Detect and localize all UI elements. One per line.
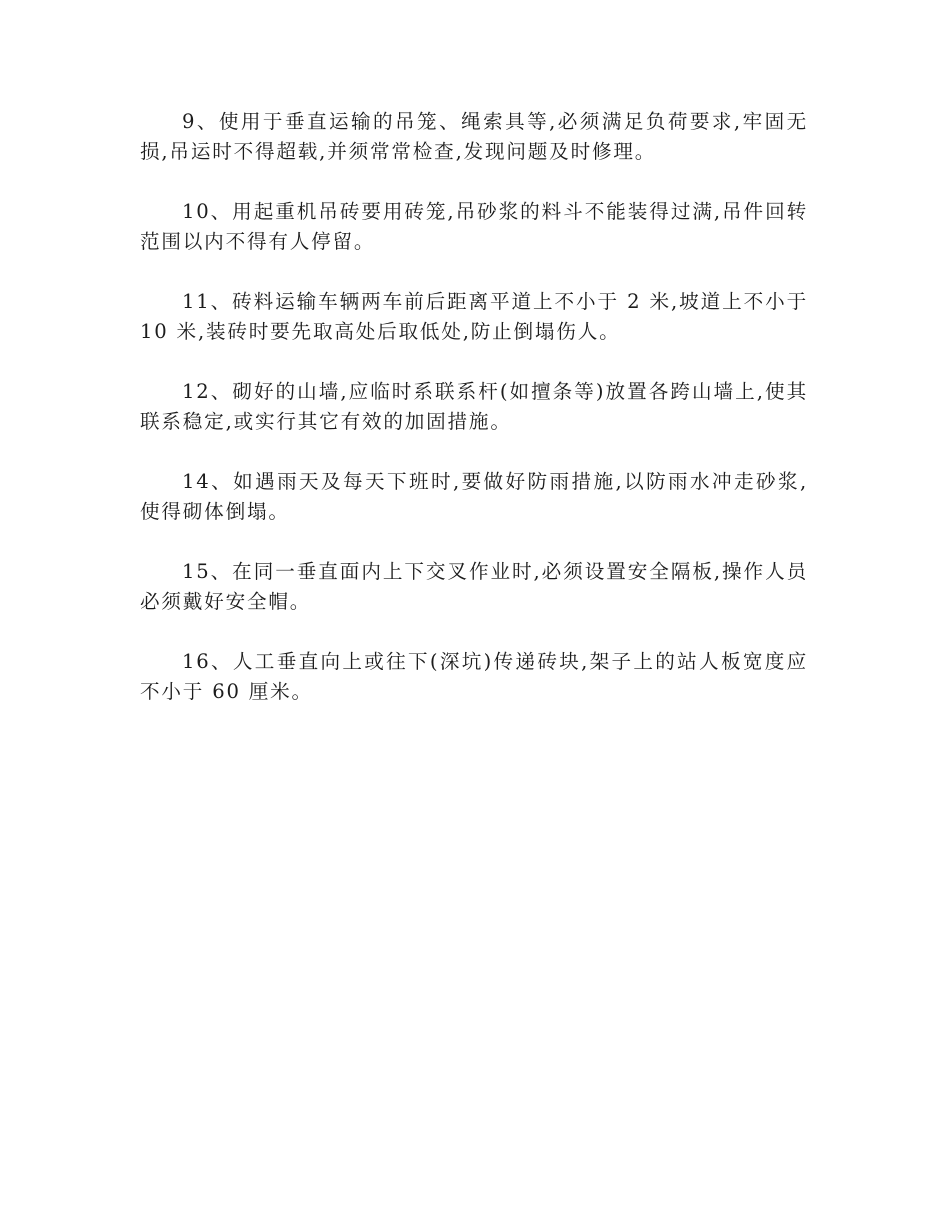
document-body bbox=[140, 107, 808, 737]
paragraph-item-15: 15、在同一垂直面内上下交叉作业时,必须设置安全隔板,操作人员必须戴好安全帽。 bbox=[140, 560, 808, 613]
paragraph-item-12: 12、砌好的山墙,应临时系联系杆(如擅条等)放置各跨山墙上,使其联系稳定,或实行其它有效的加固措施。 bbox=[140, 380, 808, 433]
paragraph-item-10: 10、用起重机吊砖要用砖笼,吊砂浆的料斗不能装得过满,吊件回转范围以内不得有人停留。 bbox=[140, 200, 808, 253]
paragraph-item-9: 9、使用于垂直运输的吊笼、绳索具等,必须满足负荷要求,牢固无损,吊运时不得超载,并须常常检查,发现问题及时修理。 bbox=[140, 110, 808, 163]
paragraph-item-16: 16、人工垂直向上或往下(深坑)传递砖块,架子上的站人板宽度应不小于 60 厘米。 bbox=[140, 650, 808, 703]
paragraph-item-14: 14、如遇雨天及每天下班时,要做好防雨措施,以防雨水冲走砂浆,使得砌体倒塌。 bbox=[140, 470, 808, 523]
paragraph-item-11: 11、砖料运输车辆两车前后距离平道上不小于 2 米,坡道上不小于 10 米,装砖时要先取高处后取低处,防止倒塌伤人。 bbox=[140, 290, 808, 343]
